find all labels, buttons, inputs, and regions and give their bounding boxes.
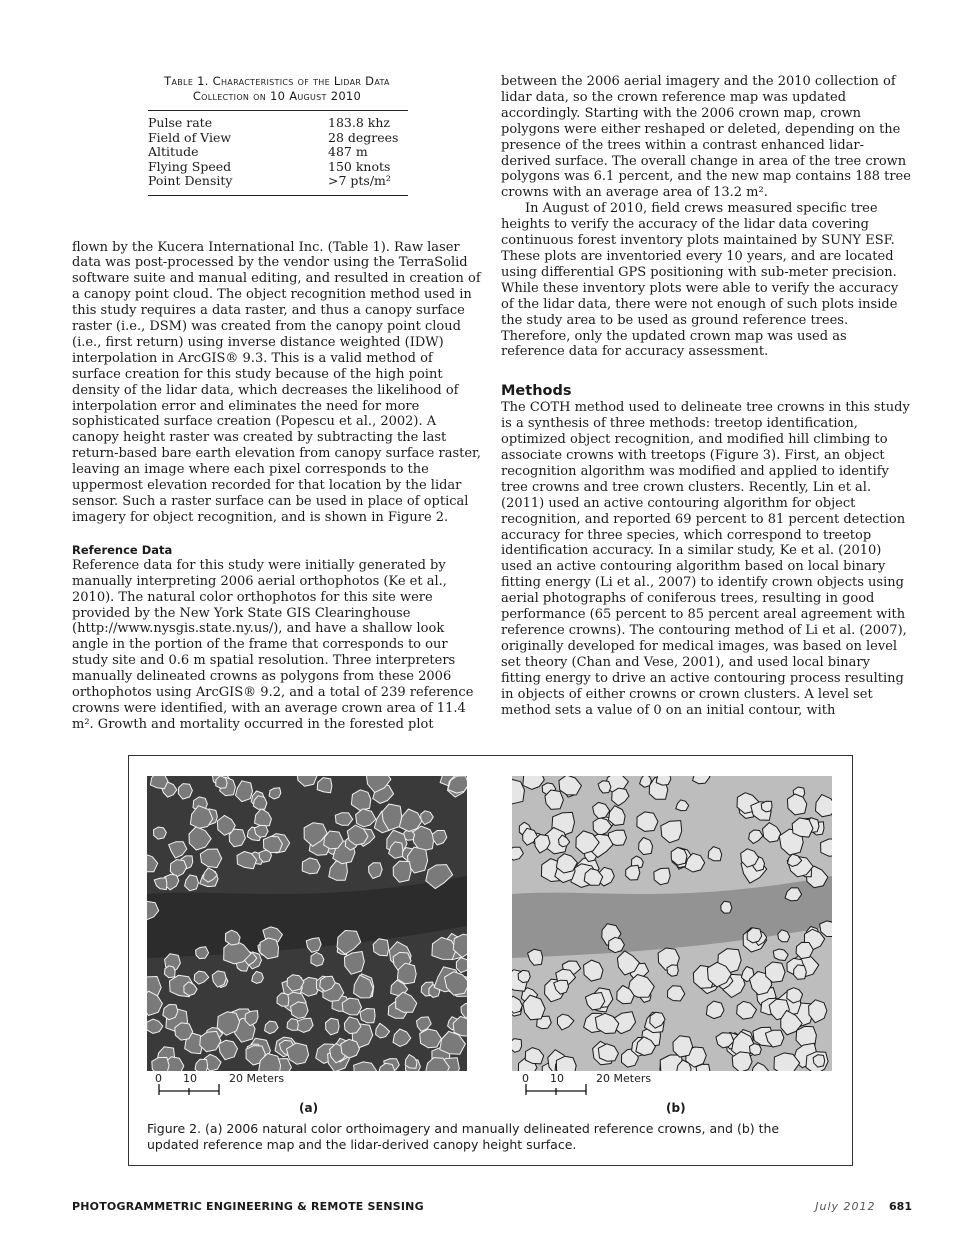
table-row-label: Field of View [148, 129, 232, 145]
page-number: 681 [889, 1200, 912, 1213]
scale-bar-b [522, 1074, 672, 1107]
table-row-label: Point Density [148, 173, 233, 188]
panel-label-b: (b) [666, 1101, 686, 1115]
orthoimagery-panel [147, 776, 467, 1071]
panel-label-a: (a) [299, 1101, 319, 1115]
scale-a-tick-20: 20 Meters [229, 1072, 285, 1085]
issue-date: July 2012 [815, 1200, 876, 1213]
journal-name: PHOTOGRAMMETRIC ENGINEERING & REMOTE SENSING [72, 1200, 424, 1213]
left-column [72, 74, 482, 733]
figure-2 [128, 755, 853, 1166]
scale-a-tick-10: 10 [183, 1072, 197, 1085]
table-row-value: 487 m [328, 144, 368, 159]
paragraph-field-crews: In August of 2010, field crews measured specific tree heights to verify the accuracy of the lidar data covering continuous forest inventory plots maintained by SUNY ESF. These plots are inventoried every 10 years, and are located using differential GPS positioning with sub-meter precision. While these inventory plots were able to verify the accuracy of the lidar data, there were not enough of such plots inside the study area to be used as ground reference trees. Therefore, only the updated crown map was used as reference data for accuracy assessment. [501, 201, 899, 360]
table-row-value: 28 degrees [328, 129, 399, 145]
figure-caption: Figure 2. (a) 2006 natural color orthoimagery and manually delineated reference crowns, and (b) the updated reference map and the lidar-derived canopy height surface. [147, 1121, 780, 1152]
table-row [148, 116, 408, 131]
paragraph-lidar-processing: flown by the Kucera International Inc. (Table 1). Raw laser data was post-processed by the vendor using the TerraSolid software suite and manual editing, and resulted in creation of a canopy point cloud. The object recognition method used in this study requires a data raster, and thus a canopy surface raster (i.e., DSM) was created from the canopy point cloud (i.e., first return) using inverse distance weighted (IDW) interpolation in ArcGIS® 9.3. This is a valid method of surface creation for this study because of the high point density of the lidar data, which decreases the likelihood of interpolation error and eliminates the need for more sophisticated surface creation (Popescu et al., 2002). A canopy height raster was created by subtracting the last return-based bare earth elevation from canopy surface raster, leaving an image where each pixel corresponds to the uppermost elevation recorded for that location by the lidar sensor. Such a raster surface can be used in place of optical imagery for object recognition, and is shown in Figure 2. [72, 239, 481, 525]
heading-reference-data: Reference Data [72, 542, 173, 557]
table-row [148, 131, 408, 146]
table-caption-line1: Table 1. Characteristics of the Lidar Data [164, 74, 390, 88]
lidar-characteristics-table [148, 110, 408, 196]
table-row-label: Altitude [148, 144, 199, 159]
heading-methods: Methods [501, 383, 572, 400]
table-row-value: 150 knots [328, 158, 391, 174]
footer-right [815, 1200, 912, 1213]
table-row [148, 174, 408, 189]
table-caption [72, 74, 482, 104]
canopy-height-panel [512, 776, 832, 1071]
scale-b-tick-0: 0 [522, 1072, 529, 1085]
table-row [148, 145, 408, 160]
paragraph-crown-update: between the 2006 aerial imagery and the 2010 collection of lidar data, so the crown reference map was updated accordingly. Starting with the 2006 crown map, crown polygons were either reshaped or deleted, depending on the presence of the trees within a contrast enhanced lidar-derived surface. The overall change in area of the tree crown polygons was 6.1 percent, and the new map contains 188 tree crowns with an average area of 13.2 m². [501, 74, 911, 201]
scale-bar-a [155, 1074, 305, 1107]
table-row-value: 183.8 khz [328, 115, 390, 130]
table-row-label: Pulse rate [148, 115, 213, 130]
table-row-value: >7 pts/m² [328, 173, 391, 188]
scale-a-tick-0: 0 [155, 1072, 162, 1085]
table-row-label: Flying Speed [148, 158, 232, 174]
table-caption-line2: Collection on 10 August 2010 [192, 89, 362, 103]
paragraph-reference-data: Reference data for this study were initially generated by manually interpreting 2006 aerial orthophotos (Ke et al., 2010). The natural color orthophotos for this site were provided by the New York State GIS Clearinghouse (http://www.nysgis.state.ny.us/), and have a shallow look angle in the portion of the frame that corresponds to our study site and 0.6 m spatial resolution. Three interpreters manually delineated crowns as polygons from these 2006 orthophotos using ArcGIS® 9.2, and a total of 239 reference crowns were identified, with an average crown area of 11.4 m². Growth and mortality occurred in the forested plot [72, 557, 474, 732]
right-column [501, 74, 913, 718]
paragraph-methods: The COTH method used to delineate tree crowns in this study is a synthesis of three methods: treetop identification, optimized object recognition, and modified hill climbing to associate crowns with treetops (Figure 3). First, an object recognition algorithm was modified and applied to identify tree crowns and tree crown clusters. Recently, Lin et al. (2011) used an active contouring algorithm for object recognition, and reported 69 percent to 81 percent detection accuracy for three species, which correspond to treetop identification accuracy. In a similar study, Ke et al. (2010) used an active contouring algorithm based on local binary fitting energy (Li et al., 2007) to identify crown objects using aerial photographs of coniferous trees, resulting in good performance (65 percent to 85 percent areal agreement with reference crowns). The contouring method of Li et al. (2007), originally developed for medical images, was based on level set theory (Chan and Vese, 2001), and used local binary fitting energy to drive an active contouring process resulting in objects of either crowns or crown clusters. A level set method sets a value of 0 on an initial contour, with [501, 400, 910, 718]
table-row [148, 160, 408, 175]
scale-b-tick-20: 20 Meters [596, 1072, 652, 1085]
scale-b-tick-10: 10 [550, 1072, 564, 1085]
